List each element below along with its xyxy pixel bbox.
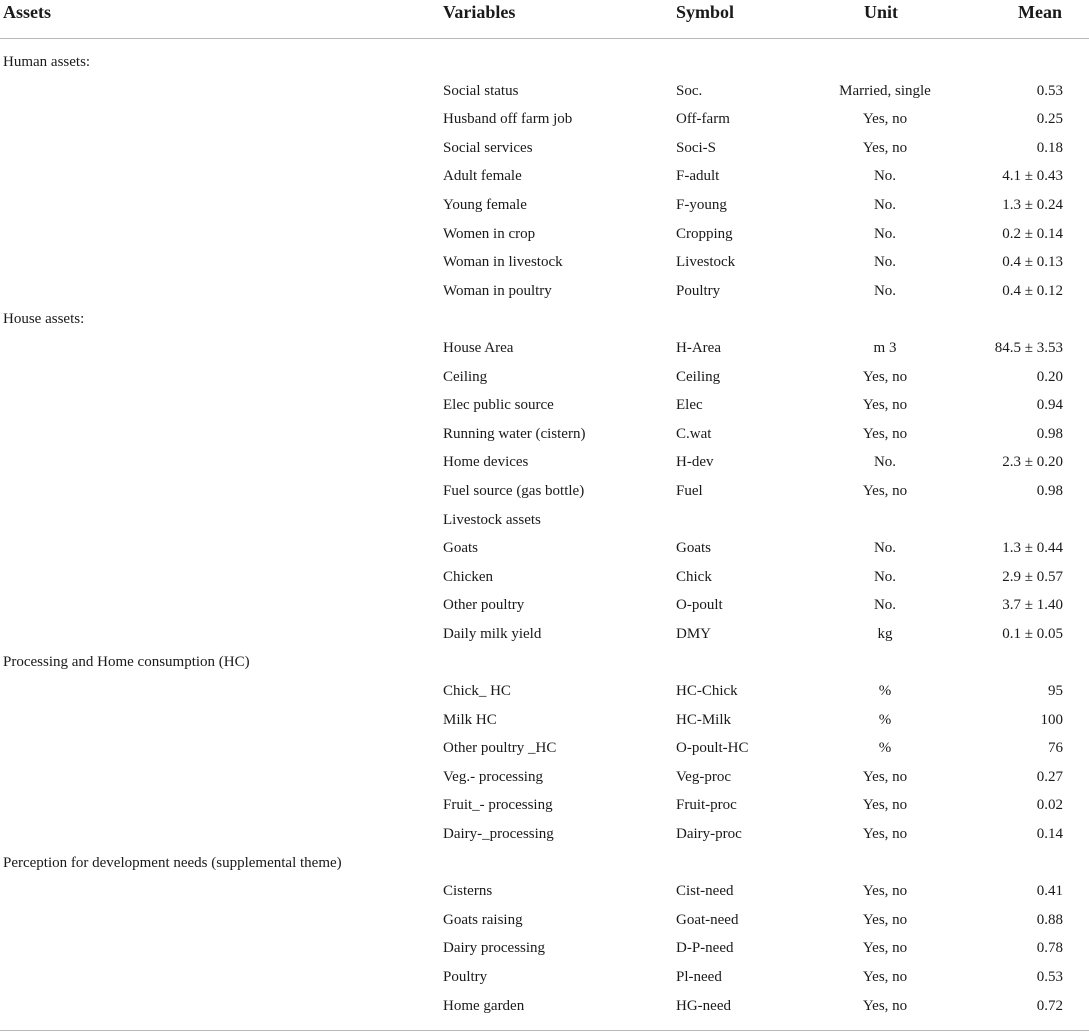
table-row <box>0 563 1089 592</box>
cell-mean: 4.1 ± 0.43 <box>1002 168 1063 185</box>
cell-unit: No. <box>873 282 897 299</box>
cell-symbol: F-adult <box>676 168 720 185</box>
cell-unit: Yes, no <box>862 368 908 385</box>
cell-variable: Social status <box>443 82 519 99</box>
cell-symbol: Fruit-proc <box>676 797 737 814</box>
cell-symbol: C.wat <box>676 425 712 442</box>
table-row <box>0 677 1089 706</box>
cell-mean: 100 <box>1040 711 1063 728</box>
cell-symbol: H-dev <box>676 454 714 471</box>
cell-symbol: HC-Chick <box>676 683 738 700</box>
table-row <box>0 877 1089 906</box>
cell-mean: 0.4 ± 0.12 <box>1002 282 1063 299</box>
table-row <box>0 248 1089 277</box>
cell-symbol: Pl-need <box>676 969 722 985</box>
table-row <box>0 48 1089 77</box>
table-row <box>0 134 1089 163</box>
table-row <box>0 706 1089 735</box>
table-header <box>0 0 1089 39</box>
table-row <box>0 534 1089 563</box>
cell-variable: Home garden <box>443 997 525 1014</box>
cell-variable: House Area <box>443 339 514 356</box>
table-row <box>0 334 1089 363</box>
cell-variable: Woman in livestock <box>443 254 563 271</box>
cell-variable: Social services <box>443 139 533 156</box>
header-symbol: Symbol <box>676 2 735 22</box>
cell-variable: Fuel source (gas bottle) <box>443 482 585 499</box>
cell-unit: % <box>878 683 892 700</box>
cell-symbol: Soc. <box>676 82 703 99</box>
cell-variable: Milk HC <box>443 711 497 728</box>
table-row <box>0 105 1089 134</box>
cell-mean: 0.88 <box>1036 911 1063 928</box>
cell-variable: Woman in poultry <box>443 282 552 299</box>
cell-mean: 2.9 ± 0.57 <box>1002 568 1063 585</box>
cell-symbol: Dairy-proc <box>676 826 742 843</box>
cell-variable: Ceiling <box>443 368 488 385</box>
table-row <box>0 963 1089 992</box>
cell-symbol: HC-Milk <box>676 711 732 728</box>
cell-asset: House assets: <box>3 311 85 328</box>
cell-variable: Home devices <box>443 454 529 471</box>
table-row <box>0 448 1089 477</box>
cell-symbol: Ceiling <box>676 368 721 385</box>
table-row <box>0 934 1089 963</box>
cell-unit: No. <box>873 254 897 271</box>
cell-variable: Livestock assets <box>443 511 541 528</box>
cell-unit: No. <box>873 454 897 471</box>
table-row <box>0 820 1089 849</box>
table-row <box>0 506 1089 535</box>
cell-unit: Married, single <box>839 82 931 99</box>
table-row <box>0 477 1089 506</box>
cell-symbol: Soci-S <box>676 139 717 156</box>
cell-variable: Husband off farm job <box>443 111 573 128</box>
cell-mean: 0.94 <box>1036 397 1063 414</box>
cell-unit: No. <box>873 597 897 614</box>
cell-mean: 0.27 <box>1036 768 1063 785</box>
cell-variable: Chick_ HC <box>443 683 511 700</box>
cell-symbol: Cropping <box>676 225 733 242</box>
header-unit: Unit <box>864 2 899 22</box>
cell-asset: Perception for development needs (supplemental theme) <box>3 854 342 871</box>
table-row <box>0 734 1089 763</box>
table-row <box>0 363 1089 392</box>
cell-asset: Human assets: <box>3 54 91 70</box>
cell-mean: 0.98 <box>1036 482 1063 499</box>
cell-mean: 0.14 <box>1036 826 1063 843</box>
cell-symbol: DMY <box>676 625 712 642</box>
cell-variable: Adult female <box>443 168 522 185</box>
cell-unit: Yes, no <box>862 826 908 843</box>
cell-symbol: O-poult-HC <box>676 740 749 757</box>
cell-variable: Daily milk yield <box>443 625 542 642</box>
cell-unit: Yes, no <box>862 111 908 128</box>
cell-unit: Yes, no <box>862 397 908 414</box>
cell-unit: % <box>878 711 892 728</box>
header-assets: Assets <box>3 2 51 22</box>
cell-unit: Yes, no <box>862 768 908 785</box>
header-variables: Variables <box>443 2 516 22</box>
cell-symbol: Fuel <box>676 482 703 499</box>
cell-symbol: Livestock <box>676 254 736 271</box>
cell-mean: 0.1 ± 0.05 <box>1002 625 1063 642</box>
cell-variable: Veg.- processing <box>443 768 543 785</box>
table-row <box>0 791 1089 820</box>
cell-asset: Processing and Home consumption (HC) <box>3 654 250 671</box>
cell-mean: 0.4 ± 0.13 <box>1002 254 1063 271</box>
table-row <box>0 906 1089 935</box>
cell-unit: Yes, no <box>862 969 908 985</box>
cell-mean: 0.25 <box>1036 111 1063 128</box>
cell-variable: Running water (cistern) <box>443 425 586 442</box>
cell-mean: 0.18 <box>1036 139 1063 156</box>
cell-mean: 0.78 <box>1036 940 1063 957</box>
cell-mean: 0.02 <box>1036 797 1063 814</box>
cell-unit: No. <box>873 540 897 557</box>
cell-unit: Yes, no <box>862 940 908 957</box>
cell-mean: 95 <box>1048 683 1063 700</box>
cell-symbol: O-poult <box>676 597 723 614</box>
cell-symbol: Poultry <box>676 282 721 299</box>
table-bottom-rule <box>0 1030 1089 1031</box>
cell-mean: 0.72 <box>1036 997 1063 1014</box>
cell-symbol: D-P-need <box>676 940 734 957</box>
cell-variable: Goats <box>443 540 478 557</box>
table-row <box>0 220 1089 249</box>
table-row <box>0 191 1089 220</box>
cell-mean: 84.5 ± 3.53 <box>994 339 1063 356</box>
cell-variable: Other poultry _HC <box>443 740 557 757</box>
table-row <box>0 992 1089 1021</box>
cell-unit: No. <box>873 168 897 185</box>
cell-symbol: Veg-proc <box>676 768 731 785</box>
header-mean: Mean <box>1018 2 1062 22</box>
table-row <box>0 77 1089 106</box>
cell-mean: 1.3 ± 0.44 <box>1002 540 1063 557</box>
cell-variable: Other poultry <box>443 597 525 614</box>
cell-symbol: Chick <box>676 568 712 585</box>
cell-symbol: Cist-need <box>676 883 734 900</box>
cell-mean: 76 <box>1048 740 1063 757</box>
cell-mean: 0.53 <box>1036 969 1063 985</box>
table-row <box>0 648 1089 677</box>
cell-unit: Yes, no <box>862 139 908 156</box>
cell-mean: 0.98 <box>1036 425 1063 442</box>
table-row <box>0 849 1089 878</box>
table-row <box>0 391 1089 420</box>
cell-unit: No. <box>873 568 897 585</box>
cell-unit: Yes, no <box>862 997 908 1014</box>
cell-variable: Poultry <box>443 969 488 985</box>
table-row <box>0 162 1089 191</box>
cell-symbol: Goats <box>676 540 711 557</box>
cell-symbol: Off-farm <box>676 111 730 128</box>
cell-unit: kg <box>877 625 893 642</box>
cell-symbol: F-young <box>676 196 727 213</box>
cell-unit: m 3 <box>873 339 897 356</box>
cell-symbol: Goat-need <box>676 911 739 928</box>
table-row <box>0 420 1089 449</box>
cell-variable: Cisterns <box>443 883 493 900</box>
cell-variable: Chicken <box>443 568 493 585</box>
table-row <box>0 591 1089 620</box>
cell-mean: 0.20 <box>1036 368 1063 385</box>
table-row <box>0 620 1089 649</box>
table-body <box>0 48 1089 1020</box>
cell-unit: No. <box>873 225 897 242</box>
cell-variable: Fruit_- processing <box>443 797 553 814</box>
cell-variable: Elec public source <box>443 397 554 414</box>
cell-variable: Young female <box>443 196 527 213</box>
cell-variable: Dairy-_processing <box>443 826 554 843</box>
cell-unit: Yes, no <box>862 797 908 814</box>
cell-mean: 1.3 ± 0.24 <box>1002 196 1063 213</box>
table-row <box>0 763 1089 792</box>
cell-variable: Goats raising <box>443 911 523 928</box>
cell-unit: Yes, no <box>862 911 908 928</box>
table-row <box>0 277 1089 306</box>
cell-variable: Women in crop <box>443 225 536 242</box>
table-row <box>0 305 1089 334</box>
cell-unit: Yes, no <box>862 425 908 442</box>
cell-unit: Yes, no <box>862 883 908 900</box>
cell-unit: No. <box>873 196 897 213</box>
cell-unit: % <box>878 740 892 757</box>
cell-variable: Dairy processing <box>443 940 546 957</box>
cell-mean: 0.2 ± 0.14 <box>1002 225 1063 242</box>
cell-symbol: H-Area <box>676 339 721 356</box>
cell-mean: 0.53 <box>1036 82 1063 99</box>
cell-mean: 2.3 ± 0.20 <box>1002 454 1063 471</box>
cell-mean: 0.41 <box>1036 883 1063 900</box>
cell-mean: 3.7 ± 1.40 <box>1002 597 1063 614</box>
cell-symbol: HG-need <box>676 997 731 1014</box>
cell-symbol: Elec <box>676 397 703 414</box>
cell-unit: Yes, no <box>862 482 908 499</box>
